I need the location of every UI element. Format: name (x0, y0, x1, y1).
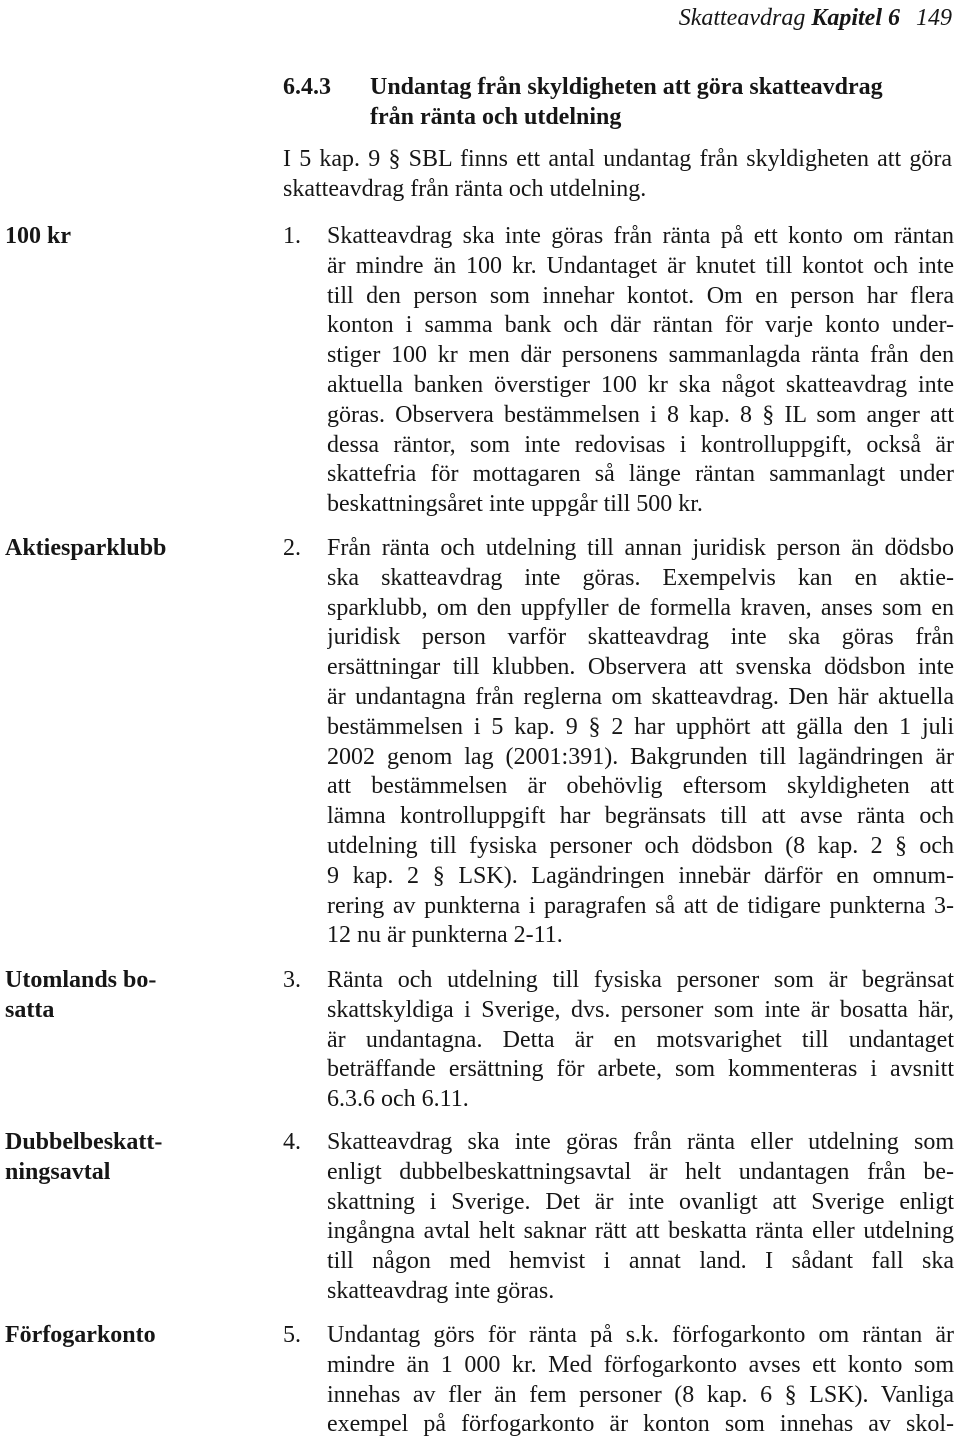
margin-note (5, 1128, 255, 1188)
margin-note-line: Aktiesparklubb (5, 535, 167, 561)
list-item (327, 222, 954, 520)
text-line: beskattningsåret inte uppgår till 500 kr. (327, 491, 703, 518)
running-header (679, 3, 952, 33)
text-line: skatteavdrag från ränta och utdelning. (283, 175, 647, 202)
section-title (370, 73, 955, 133)
text-line: skattning i Sverige. Det är inte ovanligt att Sverige enligt (327, 1188, 954, 1215)
text-line: Skatteavdrag ska inte göras från ränta eller utdelning som (327, 1129, 954, 1155)
text-line: Undantag görs för ränta på s.k. förfogarkonto om räntan är (327, 1322, 954, 1348)
item-number: 1. (283, 223, 301, 249)
list-item (327, 966, 954, 1115)
text-line: beträffande ersättning för arbete, som kommenteras i avsnitt (327, 1056, 954, 1083)
text-line: stiger 100 kr men där personens sammanlagda ränta från den (327, 342, 954, 369)
text-line: göras. Observera bestämmelsen i 8 kap. 8 § IL som anger att (327, 401, 954, 428)
text-line: ingångna avtal helt saknar rätt att beskatta ränta eller utdelning (327, 1218, 954, 1245)
list-item (327, 1128, 954, 1307)
text-line: 9 kap. 2 § LSK). Lagändringen innebär därför en omnum- (327, 862, 954, 889)
text-line: juridisk person varför skatteavdrag inte ska göras från (327, 624, 954, 651)
text-line: är undantagna från reglerna om skatteavdrag. Den här aktuella (327, 683, 954, 710)
text-line: Skatteavdrag ska inte göras från ränta på ett konto om räntan (327, 223, 954, 249)
text-line: rering av punkterna i paragrafen så att de tidigare punkterna 3- (327, 892, 954, 919)
text-line: Från ränta och utdelning till annan juridisk person än dödsbo (327, 535, 954, 561)
margin-note-line: Förfogarkonto (5, 1322, 156, 1348)
text-line: skattskyldiga i Sverige, dvs. personer som inte är bosatta här, (327, 996, 954, 1023)
margin-note (5, 1321, 255, 1351)
item-number: 3. (283, 967, 301, 993)
text-line: 12 nu är punkterna 2-11. (327, 922, 563, 949)
margin-note-line: Dubbelbeskatt- (5, 1129, 163, 1155)
margin-note (5, 222, 255, 252)
item-number: 5. (283, 1322, 301, 1348)
margin-note-line: 100 kr (5, 223, 71, 249)
text-line: ska skatteavdrag inte göras. Exempelvis kan en aktie- (327, 564, 954, 591)
text-line: Ränta och utdelning till fysiska personer som är begränsat (327, 967, 954, 993)
text-line: till någon med hemvist i annat land. I sådant fall ska (327, 1248, 954, 1275)
margin-note (5, 966, 255, 1026)
section-title-line: Undantag från skyldigheten att göra skatteavdrag (370, 74, 883, 100)
text-line: konton i samma bank och där räntan för varje konto under- (327, 312, 954, 339)
text-line: är undantagna. Detta är en motsvarighet till undantaget (327, 1026, 954, 1053)
text-line: 2002 genom lag (2001:391). Bakgrunden till lagändringen är (327, 743, 954, 770)
intro-paragraph (283, 145, 952, 205)
text-line: lämna kontrolluppgift har begränsats till att avse ränta och (327, 803, 954, 830)
text-line: enligt dubbelbeskattningsavtal är helt undantagen från be- (327, 1158, 954, 1185)
margin-note-line: Utomlands bo- (5, 967, 157, 993)
text-line: dessa räntor, som inte redovisas i kontrolluppgift, också är (327, 431, 954, 458)
text-line: bestämmelsen i 5 kap. 9 § 2 har upphört att gälla den 1 juli (327, 713, 954, 740)
text-line: skattefria för mottagaren så länge räntan sammanlagt under (327, 461, 954, 488)
text-line: att bestämmelsen är obehövlig eftersom skyldigheten att (327, 773, 954, 800)
list-item (327, 1321, 954, 1440)
item-number: 4. (283, 1129, 301, 1155)
text-line: ersättningar till klubben. Observera att svenska dödsbon inte (327, 654, 954, 681)
text-line: till den person som innehar kontot. Om en person har flera (327, 282, 954, 309)
list-item (327, 534, 954, 951)
text-line: är mindre än 100 kr. Undantaget är knutet till kontot och inte (327, 252, 954, 279)
section-title-line: från ränta och utdelning (370, 103, 622, 130)
text-line: innehas av fler än fem personer (8 kap. 6 § LSK). Vanliga (327, 1381, 954, 1408)
text-line: I 5 kap. 9 § SBL finns ett antal undantag från skyldigheten att göra (283, 146, 952, 172)
section-number: 6.4.3 (283, 74, 331, 100)
text-line: exempel på förfogarkonto är konton som innehas av skol- (327, 1411, 954, 1438)
item-number: 2. (283, 535, 301, 561)
running-header-chapter: Kapitel 6 (811, 5, 900, 31)
text-line: skatteavdrag inte göras. (327, 1277, 555, 1304)
text-line: 6.3.6 och 6.11. (327, 1086, 469, 1113)
margin-note-line: satta (5, 996, 55, 1023)
margin-note (5, 534, 255, 564)
text-line: mindre än 1 000 kr. Med förfogarkonto avses ett konto som (327, 1351, 954, 1378)
text-line: sparklubb, om den uppfyller de formella kraven, anses som en (327, 594, 954, 621)
margin-note-line: ningsavtal (5, 1158, 111, 1185)
text-line: aktuella banken överstiger 100 kr ska något skatteavdrag inte (327, 371, 954, 398)
page-number: 149 (916, 5, 952, 31)
text-line: utdelning till fysiska personer och dödsbon (8 kap. 2 § och (327, 832, 954, 859)
running-header-title: Skatteavdrag (678, 5, 806, 31)
